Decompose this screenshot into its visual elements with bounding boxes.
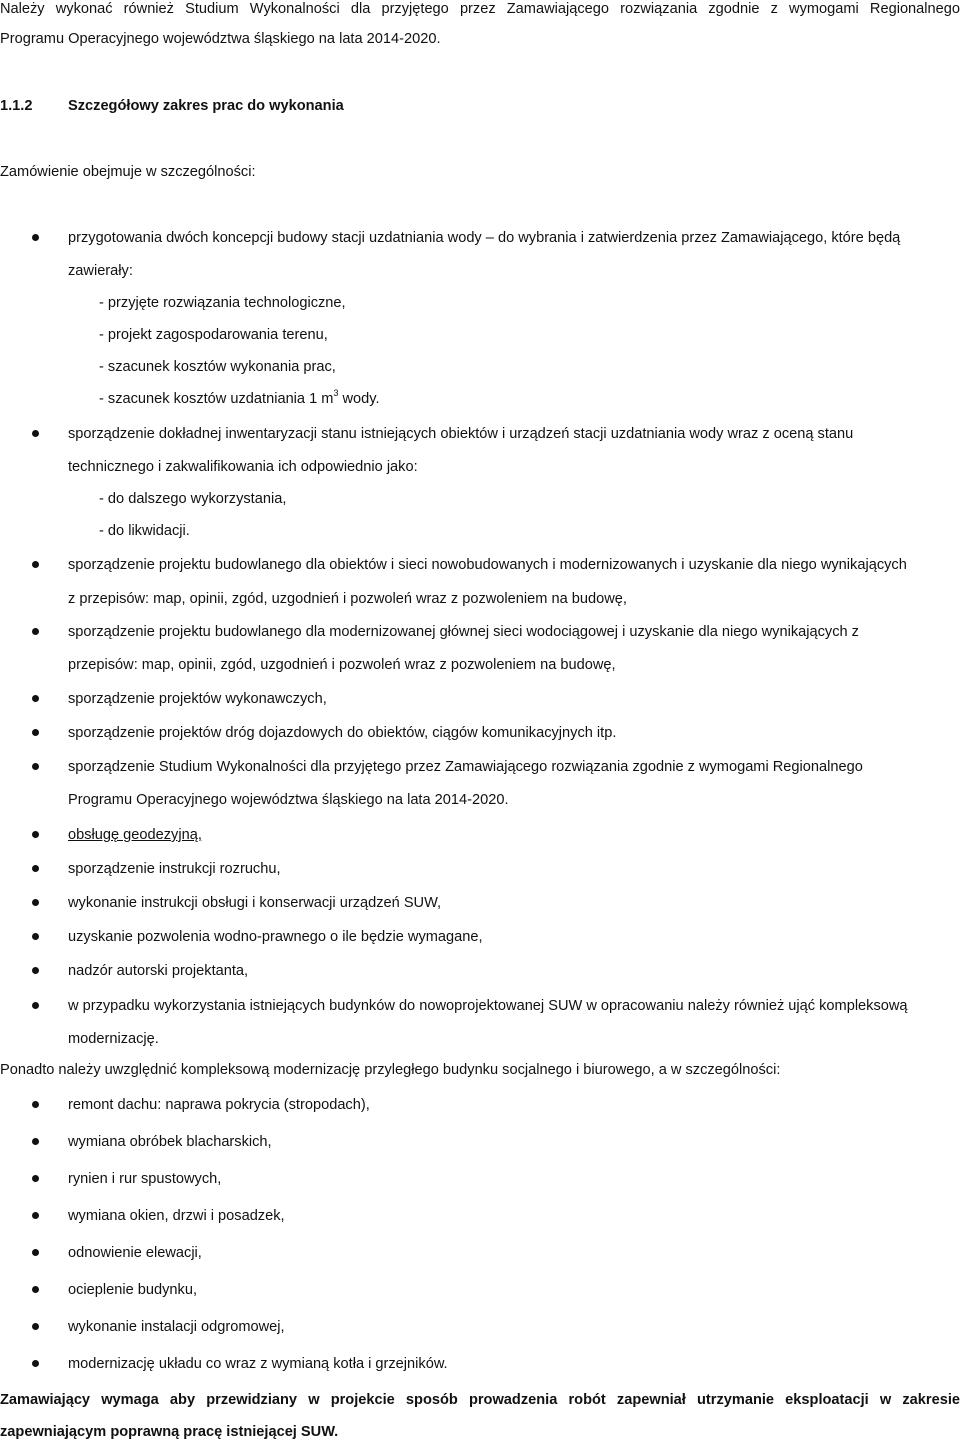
bullet-icon xyxy=(32,831,39,838)
list-item: sporządzenie projektów wykonawczych, xyxy=(68,691,327,707)
bullet-icon xyxy=(32,729,39,736)
list-item: remont dachu: naprawa pokrycia (stropodach), xyxy=(68,1097,370,1113)
list-item: sporządzenie projektu budowlanego dla obiektów i sieci nowobudowanych i modernizowanych i uzyskanie dla niego wynikających xyxy=(68,557,907,573)
list-item: wykonanie instrukcji obsługi i konserwacji urządzeń SUW, xyxy=(68,895,442,911)
list-item: modernizację układu co wraz z wymianą kotła i grzejników. xyxy=(68,1356,448,1372)
sub-item: - do likwidacji. xyxy=(99,523,190,539)
closing-line-2: zapewniającym poprawną pracę istniejącej SUW. xyxy=(0,1424,339,1440)
closing-line-1: Zamawiający wymaga aby przewidziany w projekcie sposób prowadzenia robót zapewniał utrzymanie eksploatacji w zakresie xyxy=(0,1392,960,1408)
list-item: wymiana okien, drzwi i posadzek, xyxy=(68,1208,285,1224)
sub-item: - szacunek kosztów wykonania prac, xyxy=(99,359,336,375)
list-item: sporządzenie Studium Wykonalności dla przyjętego przez Zamawiającego rozwiązania zgodnie z wymogami Regionalnego xyxy=(68,759,863,775)
bullet-icon xyxy=(32,1002,39,1009)
list-item-cont: zawierały: xyxy=(68,263,133,279)
list-item-cont: technicznego i zakwalifikowania ich odpowiednio jako: xyxy=(68,459,418,475)
bullet-icon xyxy=(32,1323,39,1330)
sub-item: - do dalszego wykorzystania, xyxy=(99,491,287,507)
bullet-icon xyxy=(32,763,39,770)
list-item-cont: z przepisów: map, opinii, zgód, uzgodnień i pozwoleń wraz z pozwoleniem na budowę, xyxy=(68,591,627,607)
list-item: uzyskanie pozwolenia wodno-prawnego o ile będzie wymagane, xyxy=(68,929,483,945)
list-item: sporządzenie dokładnej inwentaryzacji stanu istniejących obiektów i urządzeń stacji uzdatniania wody wraz z oceną stanu xyxy=(68,426,854,442)
list-item: wykonanie instalacji odgromowej, xyxy=(68,1319,285,1335)
bullet-icon xyxy=(32,865,39,872)
bullet-icon xyxy=(32,1212,39,1219)
bullet-icon xyxy=(32,1286,39,1293)
list-item: nadzór autorski projektanta, xyxy=(68,963,249,979)
superscript: 3 xyxy=(333,388,339,399)
bullet-icon xyxy=(32,967,39,974)
list-item: sporządzenie projektu budowlanego dla modernizowanej głównej sieci wodociągowej i uzyskanie dla niego wynikających z xyxy=(68,624,859,640)
lead-text: Zamówienie obejmuje w szczególności: xyxy=(0,164,256,180)
list-item: ocieplenie budynku, xyxy=(68,1282,198,1298)
bullet-icon xyxy=(32,1101,39,1108)
list-item: sporządzenie instrukcji rozruchu, xyxy=(68,861,281,877)
section-number: 1.1.2 xyxy=(0,98,33,114)
sub-item: - przyjęte rozwiązania technologiczne, xyxy=(99,295,346,311)
intro-line-1: Należy wykonać również Studium Wykonalności dla przyjętego przez Zamawiającego rozwiązania zgodnie z wymogami Regionalnego xyxy=(0,1,960,17)
list-item: obsługę geodezyjną, xyxy=(68,827,202,843)
list-item-cont: przepisów: map, opinii, zgód, uzgodnień i pozwoleń wraz z pozwoleniem na budowę, xyxy=(68,657,616,673)
list-item: sporządzenie projektów dróg dojazdowych do obiektów, ciągów komunikacyjnych itp. xyxy=(68,725,617,741)
bullet-icon xyxy=(32,1360,39,1367)
list-item: odnowienie elewacji, xyxy=(68,1245,202,1261)
bullet-icon xyxy=(32,899,39,906)
bullet-icon xyxy=(32,1175,39,1182)
list-item: w przypadku wykorzystania istniejących budynków do nowoprojektowanej SUW w opracowaniu należy również ująć kompleksową xyxy=(68,998,908,1014)
list-item: rynien i rur spustowych, xyxy=(68,1171,222,1187)
sub-item: - projekt zagospodarowania terenu, xyxy=(99,327,328,343)
bullet-icon xyxy=(32,234,39,241)
list-item-cont: Programu Operacyjnego województwa śląskiego na lata 2014-2020. xyxy=(68,792,509,808)
sub-item-text: - szacunek kosztów uzdatniania 1 m xyxy=(99,391,334,407)
list-item: wymiana obróbek blacharskich, xyxy=(68,1134,272,1150)
list-item: przygotowania dwóch koncepcji budowy stacji uzdatniania wody – do wybrania i zatwierdzenia przez Zamawiającego, które będą xyxy=(68,230,901,246)
bullet-icon xyxy=(32,561,39,568)
sub-item xyxy=(99,390,380,408)
ponadto-text: Ponadto należy uwzględnić kompleksową modernizację przyległego budynku socjalnego i biurowego, a w szczególności: xyxy=(0,1062,781,1078)
intro-line-2: Programu Operacyjnego województwa śląskiego na lata 2014-2020. xyxy=(0,31,441,47)
bullet-icon xyxy=(32,695,39,702)
bullet-icon xyxy=(32,933,39,940)
list-item-cont: modernizację. xyxy=(68,1031,159,1047)
bullet-icon xyxy=(32,1249,39,1256)
section-title: Szczegółowy zakres prac do wykonania xyxy=(68,98,344,114)
bullet-icon xyxy=(32,628,39,635)
sub-item-text-end: wody. xyxy=(338,391,380,407)
bullet-icon xyxy=(32,430,39,437)
bullet-icon xyxy=(32,1138,39,1145)
